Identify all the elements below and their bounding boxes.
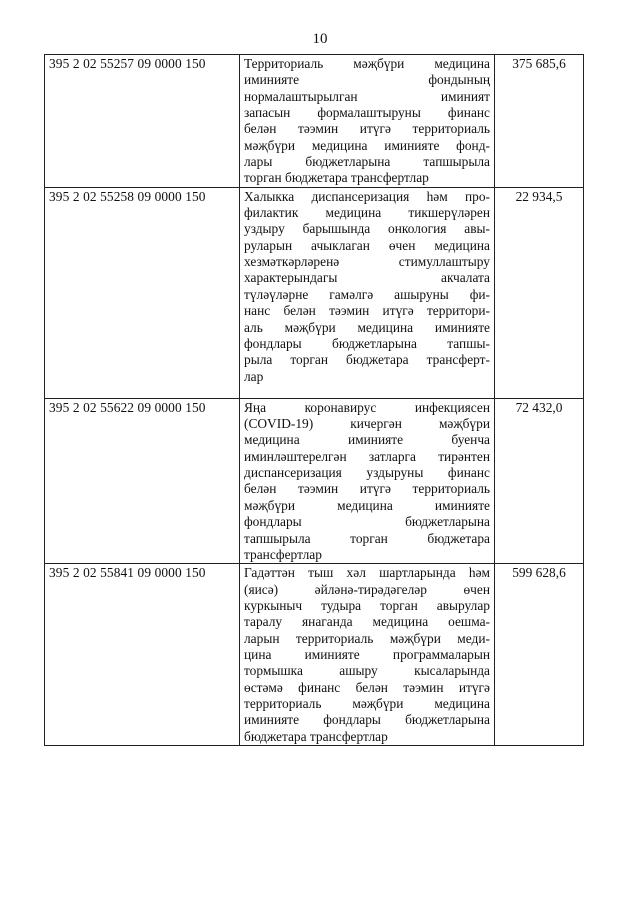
description-line: таралу янаганда медицина оешма- [244,614,490,630]
description-line: трансфертлар [244,546,322,562]
description-line: Территориаль мәҗбүри медицина [244,56,490,71]
description-line: филактик медицина тикшерүләрен [244,205,490,221]
description-cell [240,564,495,746]
description-line: рыла торган бюджетара трансферт- [244,352,490,368]
description-line: Халыкка диспансеризация һәм про- [244,188,490,204]
description-line: торган бюджетара трансфертлар [244,170,429,186]
description-line: белән тәэмин итүгә территориаль [244,481,490,497]
description-cell [240,55,495,188]
description-line: ларын территориаль мәҗбүри меди- [244,630,490,646]
description-line: запасын формалаштыруны финанс [244,105,490,121]
description-line: бюджетара трансфертлар [244,728,388,744]
description-line: фондлары бюджетларына [244,514,490,530]
description-line: Яңа коронавирус инфекциясен [244,399,490,415]
budget-code-cell: 395 2 02 55257 09 0000 150 [45,55,240,188]
description-line: лары бюджетларына тапшырыла [244,154,490,170]
description-cell [240,187,495,398]
page-number: 10 [312,31,328,47]
description-line: белән тәэмин итүгә территориаль [244,121,490,137]
description-line: уздыру барышында онкология авы- [244,221,490,237]
description-line: иминләштерелгән затларга тирәнтен [244,448,490,464]
budget-code-cell: 395 2 02 55622 09 0000 150 [45,398,240,563]
description-line: фондлары бюджетларына тапшы- [244,335,490,351]
description-line: куркыныч тудыра торган авырулар [244,597,490,613]
amount-cell: 22 934,5 [495,187,584,398]
amount-cell: 599 628,6 [495,564,584,746]
amount-cell: 375 685,6 [495,55,584,188]
description-line: түләүләрне гамәлгә ашыруны фи- [244,286,490,302]
table-row [45,55,584,188]
description-line: мәҗбүри медицина иминияте [244,497,490,513]
description-line: (COVID-19) кичергән мәҗбүри [244,416,490,432]
description-line: нанс белән тәэмин итүгә территори- [244,303,490,319]
description-line: өстәмә финанс белән тәэмин итүгә [244,679,490,695]
amount-cell: 72 432,0 [495,398,584,563]
description-line: медицина иминияте буенча [244,432,490,448]
description-cell [240,398,495,563]
description-line: нормалаштырылган иминият [244,88,490,104]
description-line: (яисә) әйләнә-тирәдәгеләр өчен [244,581,490,597]
description-line: хезмәткәрләренә стимуллаштыру [244,254,490,270]
description-line: Гадәттән тыш хәл шартларында һәм [244,565,490,581]
description-line: руларын ачыклаган өчен медицина [244,237,490,253]
description-line: диспансеризация уздыруны финанс [244,465,490,481]
description-line: тапшырыла торган бюджетара [244,530,490,546]
budget-code-cell: 395 2 02 55841 09 0000 150 [45,564,240,746]
description-line: мәҗбүри медицина иминияте фонд- [244,137,490,153]
table-row [45,187,584,398]
description-line: иминияте фондының [244,72,490,88]
description-line: характерындагы акчалата [244,270,490,286]
description-line: цина иминияте программаларын [244,646,490,662]
budget-transfers-table [44,54,584,746]
table-row [45,564,584,746]
description-line: тормышка ашыру кысаларында [244,663,490,679]
table-row [45,398,584,563]
budget-code-cell: 395 2 02 55258 09 0000 150 [45,187,240,398]
description-line: аль мәҗбүри медицина иминияте [244,319,490,335]
description-line: иминияте фондлары бюджетларына [244,712,490,728]
description-line: территориаль мәҗбүри медицина [244,695,490,711]
description-line: лар [244,368,264,384]
